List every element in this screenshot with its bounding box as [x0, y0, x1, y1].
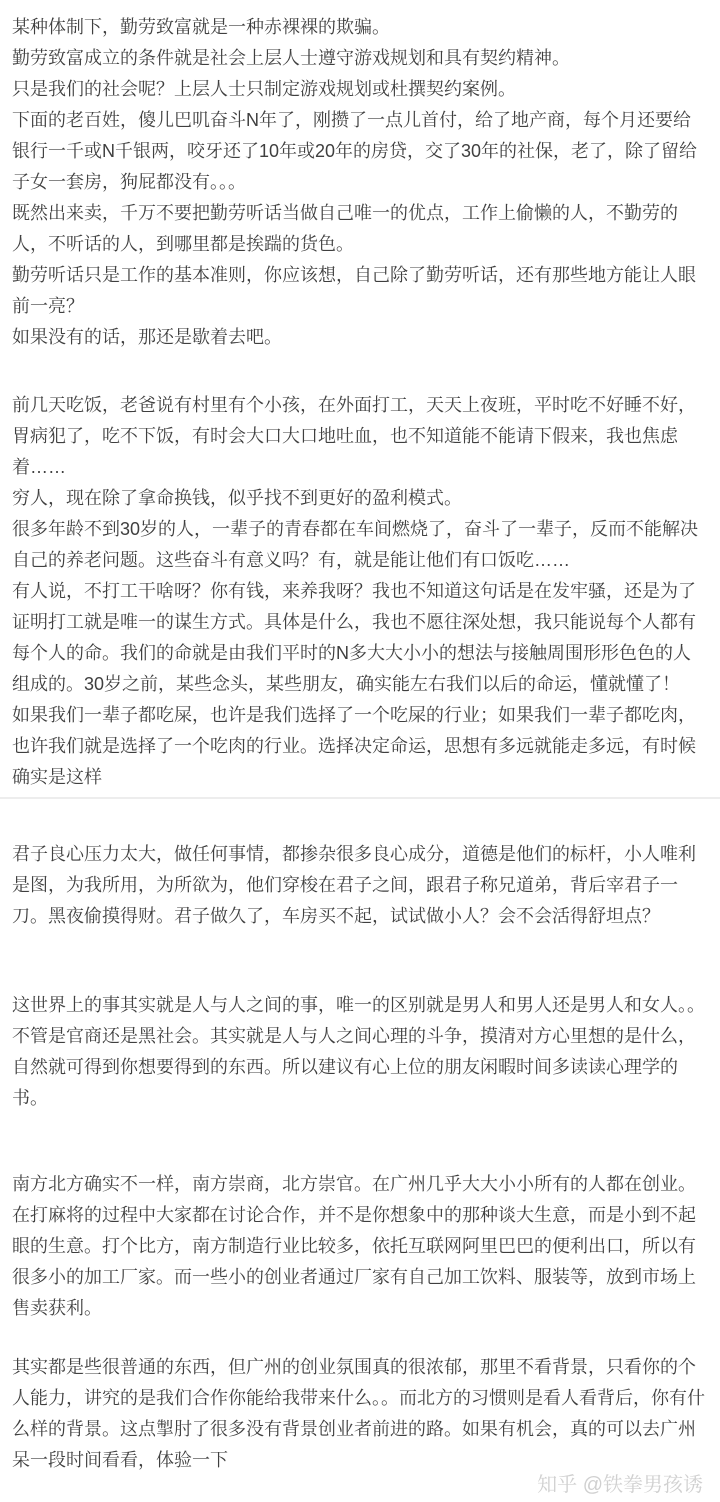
paragraph: 这世界上的事其实就是人与人之间的事，唯一的区别就是男人和男人还是男人和女人。。不管是官商还是黑社会。其实就是人与人之间心理的斗争，摸清对方心里想的是什么，自然就可得到你想要得到的东西。所以建议有心上位的朋友闲暇时间多读读心理学的书。: [12, 995, 705, 1108]
paragraph: 很多年龄不到30岁的人，一辈子的青春都在车间燃烧了，奋斗了一辈子，反而不能解决自己的养老问题。这些奋斗有意义吗？有，就是能让他们有口饭吃……: [12, 519, 699, 570]
text-section-4: [12, 990, 708, 1114]
paragraph: 下面的老百姓，傻儿巴叽奋斗N年了，刚攒了一点儿首付，给了地产商，每个月还要给银行一千或N千银两，咬牙还了10年或20年的房贷，交了30年的社保，老了，除了留给子女一套房，狗屁都没有。。。: [12, 110, 698, 192]
paragraph: 既然出来卖，千万不要把勤劳听话当做自己唯一的优点，工作上偷懒的人，不勤劳的人，不听话的人，到哪里都是挨踹的货色。: [12, 203, 678, 254]
section-divider: [0, 797, 720, 799]
paragraph: 君子良心压力太大，做任何事情，都掺杂很多良心成分，道德是他们的标杆，小人唯利是图，为我所用，为所欲为，他们穿梭在君子之间，跟君子称兄道弟，背后宰君子一刀。黑夜偷摸得财。君子做久了，车房买不起，试试做小人？会不会活得舒坦点？: [12, 844, 696, 926]
text-section-6: [12, 1352, 708, 1476]
text-section-1: [12, 12, 708, 353]
paragraph: 其实都是些很普通的东西，但广州的创业氛围真的很浓郁，那里不看背景，只看你的个人能力，讲究的是我们合作你能给我带来什么。。而北方的习惯则是看人看背后，你有什么样的背景。这点掣肘了很多没有背景创业者前进的路。如果有机会，真的可以去广州呆一段时间看看，体验一下: [12, 1357, 705, 1470]
watermark-text: 知乎 @铁拳男孩诱: [537, 1474, 703, 1496]
paragraph: 穷人，现在除了拿命换钱，似乎找不到更好的盈利模式。: [12, 488, 462, 508]
text-section-5: [12, 1169, 708, 1324]
paragraph: 某种体制下，勤劳致富就是一种赤裸裸的欺骗。: [12, 17, 390, 37]
paragraph: 只是我们的社会呢？上层人士只制定游戏规划或杜撰契约案例。: [12, 79, 516, 99]
paragraph: 南方北方确实不一样，南方崇商，北方崇官。在广州几乎大大小小所有的人都在创业。在打麻将的过程中大家都在讨论合作，并不是你想象中的那种谈大生意，而是小到不起眼的生意。打个比方，南方制造行业比较多，依托互联网阿里巴巴的便利出口，所以有很多小的加工厂家。而一些小的创业者通过厂家有自己加工饮料、服装等，放到市场上售卖获利。: [12, 1174, 696, 1318]
paragraph: 如果我们一辈子都吃屎，也许是我们选择了一个吃屎的行业；如果我们一辈子都吃肉，也许我们就是选择了一个吃肉的行业。选择决定命运，思想有多远就能走多远，有时候确实是这样: [12, 705, 696, 787]
paragraph: 勤劳致富成立的条件就是社会上层人士遵守游戏规划和具有契约精神。: [12, 48, 570, 68]
paragraph: 如果没有的话，那还是歇着去吧。: [12, 327, 282, 347]
paragraph: 前几天吃饭，老爸说有村里有个小孩，在外面打工，天天上夜班，平时吃不好睡不好，胃病犯了，吃不下饭，有时会大口大口地吐血，也不知道能不能请下假来，我也焦虑着……: [12, 395, 696, 477]
text-section-2: [12, 390, 708, 793]
paragraph: 有人说，不打工干啥呀？你有钱，来养我呀？我也不知道这句话是在发牢骚，还是为了证明打工就是唯一的谋生方式。具体是什么，我也不愿往深处想，我只能说每个人都有每个人的命。我们的命就是由我们平时的N多大大小小的想法与接触周围形形色色的人组成的。30岁之前，某些念头，某些朋友，确实能左右我们以后的命运，懂就懂了！: [12, 581, 696, 694]
text-section-3: [12, 839, 708, 932]
paragraph: 勤劳听话只是工作的基本准则，你应该想，自己除了勤劳听话，还有那些地方能让人眼前一亮？: [12, 265, 696, 316]
